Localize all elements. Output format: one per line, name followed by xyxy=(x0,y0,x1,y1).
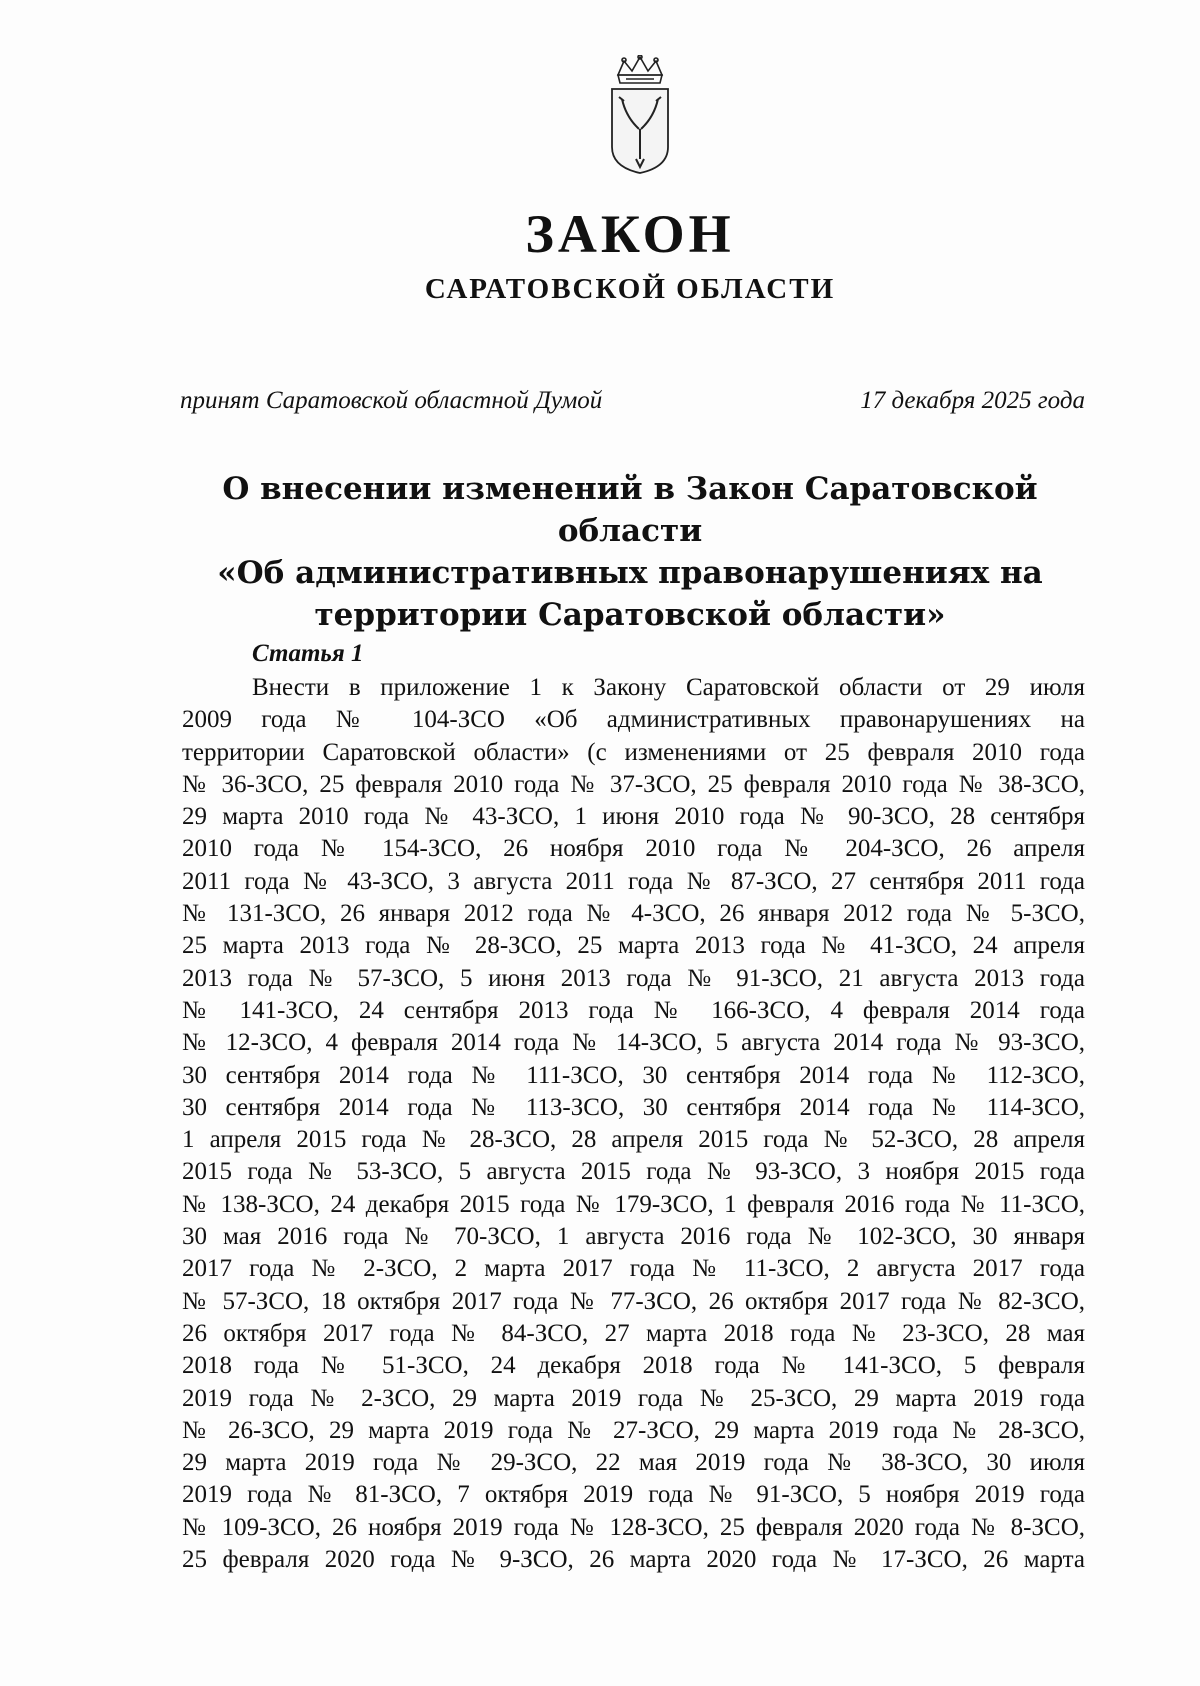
law-title-line: О внесении изменений в Закон Саратовской области xyxy=(222,471,1038,549)
article-line: 30 мая 2016 года № 70-ЗСО, 1 августа 2016 года № 102-ЗСО, 30 января xyxy=(182,1223,1085,1251)
article-line: территории Саратовской области» (с изменениями от 25 февраля 2010 года xyxy=(182,738,1085,766)
article-line: 25 марта 2013 года № 28-ЗСО, 25 марта 2013 года № 41-ЗСО, 24 апреля xyxy=(182,932,1085,960)
article-line: 2019 года № 2-ЗСО, 29 марта 2019 года № 25-ЗСО, 29 марта 2019 года xyxy=(182,1384,1085,1412)
article-line: 30 сентября 2014 года № 113-ЗСО, 30 сентября 2014 года № 114-ЗСО, xyxy=(182,1093,1085,1121)
article-line: 2010 года № 154-ЗСО, 26 ноября 2010 года № 204-ЗСО, 26 апреля xyxy=(182,835,1085,863)
saratov-coat-of-arms-icon xyxy=(604,55,676,177)
article-line: 25 февраля 2020 года № 9-ЗСО, 26 марта 2020 года № 17-ЗСО, 26 марта xyxy=(182,1546,1085,1574)
article-body xyxy=(182,672,1085,1576)
article-line: 30 сентября 2014 года № 111-ЗСО, 30 сентября 2014 года № 112-ЗСО, xyxy=(182,1061,1085,1089)
article-line: 2017 года № 2-ЗСО, 2 марта 2017 года № 11-ЗСО, 2 августа 2017 года xyxy=(182,1255,1085,1283)
article-line: 29 марта 2019 года № 29-ЗСО, 22 мая 2019 года № 38-ЗСО, 30 июля xyxy=(182,1449,1085,1477)
article-line: № 26-ЗСО, 29 марта 2019 года № 27-ЗСО, 29 марта 2019 года № 28-ЗСО, xyxy=(182,1416,1085,1444)
article-line: № 57-ЗСО, 18 октября 2017 года № 77-ЗСО, 26 октября 2017 года № 82-ЗСО, xyxy=(182,1287,1085,1315)
article-line: Внести в приложение 1 к Закону Саратовской области от 29 июля xyxy=(252,674,1085,701)
article-title: Статья 1 xyxy=(252,640,364,667)
article-line: № 138-ЗСО, 24 декабря 2015 года № 179-ЗСО, 1 февраля 2016 года № 11-ЗСО, xyxy=(182,1190,1085,1218)
article-line: 26 октября 2017 года № 84-ЗСО, 27 марта 2018 года № 23-ЗСО, 28 мая xyxy=(182,1319,1085,1347)
document-title: ЗАКОН xyxy=(525,204,735,264)
article-line: 2019 года № 81-ЗСО, 7 октября 2019 года № 91-ЗСО, 5 ноября 2019 года xyxy=(182,1481,1085,1509)
adopted-by: принят Саратовской областной Думой xyxy=(180,387,603,414)
article-line: 2011 года № 43-ЗСО, 3 августа 2011 года № 87-ЗСО, 27 сентября 2011 года xyxy=(182,867,1085,895)
article-line: 2018 года № 51-ЗСО, 24 декабря 2018 года № 141-ЗСО, 5 февраля xyxy=(182,1352,1085,1380)
article-line: № 109-ЗСО, 26 ноября 2019 года № 128-ЗСО, 25 февраля 2020 года № 8-ЗСО, xyxy=(182,1513,1085,1541)
article-line: № 36-ЗСО, 25 февраля 2010 года № 37-ЗСО, 25 февраля 2010 года № 38-ЗСО, xyxy=(182,770,1085,798)
article-line: № 12-ЗСО, 4 февраля 2014 года № 14-ЗСО, 5 августа 2014 года № 93-ЗСО, xyxy=(182,1029,1085,1057)
document-subtitle: САРАТОВСКОЙ ОБЛАСТИ xyxy=(424,273,836,305)
article-line: № 141-ЗСО, 24 сентября 2013 года № 166-ЗСО, 4 февраля 2014 года xyxy=(182,996,1085,1024)
law-title-line: территории Саратовской области» xyxy=(314,597,946,633)
article-line: 2009 года № 104-ЗСО «Об административных правонарушениях на xyxy=(182,706,1085,734)
article-line: 29 марта 2010 года № 43-ЗСО, 1 июня 2010 года № 90-ЗСО, 28 сентября xyxy=(182,803,1085,831)
adoption-line xyxy=(180,387,1085,415)
article-line: 2013 года № 57-ЗСО, 5 июня 2013 года № 91-ЗСО, 21 августа 2013 года xyxy=(182,964,1085,992)
article-line: 1 апреля 2015 года № 28-ЗСО, 28 апреля 2015 года № 52-ЗСО, 28 апреля xyxy=(182,1126,1085,1154)
adoption-date: 17 декабря 2025 года xyxy=(860,387,1085,414)
law-title xyxy=(150,468,1110,636)
article-line: № 131-ЗСО, 26 января 2012 года № 4-ЗСО, 26 января 2012 года № 5-ЗСО, xyxy=(182,900,1085,928)
article-line: 2015 года № 53-ЗСО, 5 августа 2015 года № 93-ЗСО, 3 ноября 2015 года xyxy=(182,1158,1085,1186)
law-title-line: «Об административных правонарушениях на xyxy=(217,555,1043,591)
